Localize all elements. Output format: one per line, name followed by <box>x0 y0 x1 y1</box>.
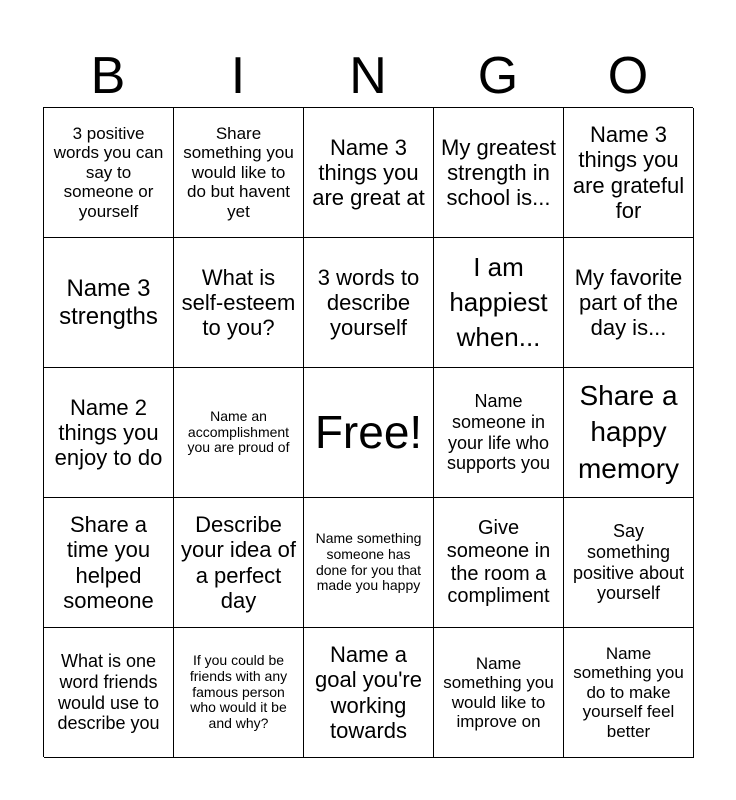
bingo-header <box>43 44 693 108</box>
bingo-cell[interactable]: Describe your idea of a perfect day <box>174 498 304 628</box>
bingo-cell[interactable]: Name 2 things you enjoy to do <box>44 368 174 498</box>
bingo-cell[interactable]: My greatest strength in school is... <box>434 108 564 238</box>
bingo-cell[interactable]: What is self-esteem to you? <box>174 238 304 368</box>
bingo-cell[interactable]: 3 words to describe yourself <box>304 238 434 368</box>
bingo-cell[interactable]: What is one word friends would use to describe you <box>44 628 174 758</box>
bingo-cell[interactable]: My favorite part of the day is... <box>564 238 694 368</box>
header-letter-g: G <box>477 47 519 105</box>
bingo-cell[interactable]: Say something positive about yourself <box>564 498 694 628</box>
header-letter-i: I <box>230 47 246 105</box>
free-space[interactable]: Free! <box>304 368 434 498</box>
header-letter-b: B <box>90 47 126 105</box>
header-letter-o: O <box>607 47 649 105</box>
bingo-cell[interactable]: Give someone in the room a compliment <box>434 498 564 628</box>
bingo-cell[interactable]: 3 positive words you can say to someone or yourself <box>44 108 174 238</box>
bingo-cell[interactable]: If you could be friends with any famous person who would it be and why? <box>174 628 304 758</box>
bingo-cell[interactable]: Name 3 things you are grateful for <box>564 108 694 238</box>
bingo-cell[interactable]: Name something you would like to improve on <box>434 628 564 758</box>
bingo-cell[interactable]: Share something you would like to do but havent yet <box>174 108 304 238</box>
bingo-cell[interactable]: Name 3 things you are great at <box>304 108 434 238</box>
bingo-cell[interactable]: Name something someone has done for you that made you happy <box>304 498 434 628</box>
bingo-cell[interactable]: I am happiest when... <box>434 238 564 368</box>
bingo-cell[interactable]: Name a goal you're working towards <box>304 628 434 758</box>
bingo-cell[interactable]: Share a time you helped someone <box>44 498 174 628</box>
header-letter-n: N <box>349 47 387 105</box>
bingo-cell[interactable]: Name an accomplishment you are proud of <box>174 368 304 498</box>
bingo-board <box>43 107 693 757</box>
bingo-cell[interactable]: Name someone in your life who supports you <box>434 368 564 498</box>
bingo-cell[interactable]: Name 3 strengths <box>44 238 174 368</box>
bingo-cell[interactable]: Name something you do to make yourself feel better <box>564 628 694 758</box>
bingo-cell[interactable]: Share a happy memory <box>564 368 694 498</box>
